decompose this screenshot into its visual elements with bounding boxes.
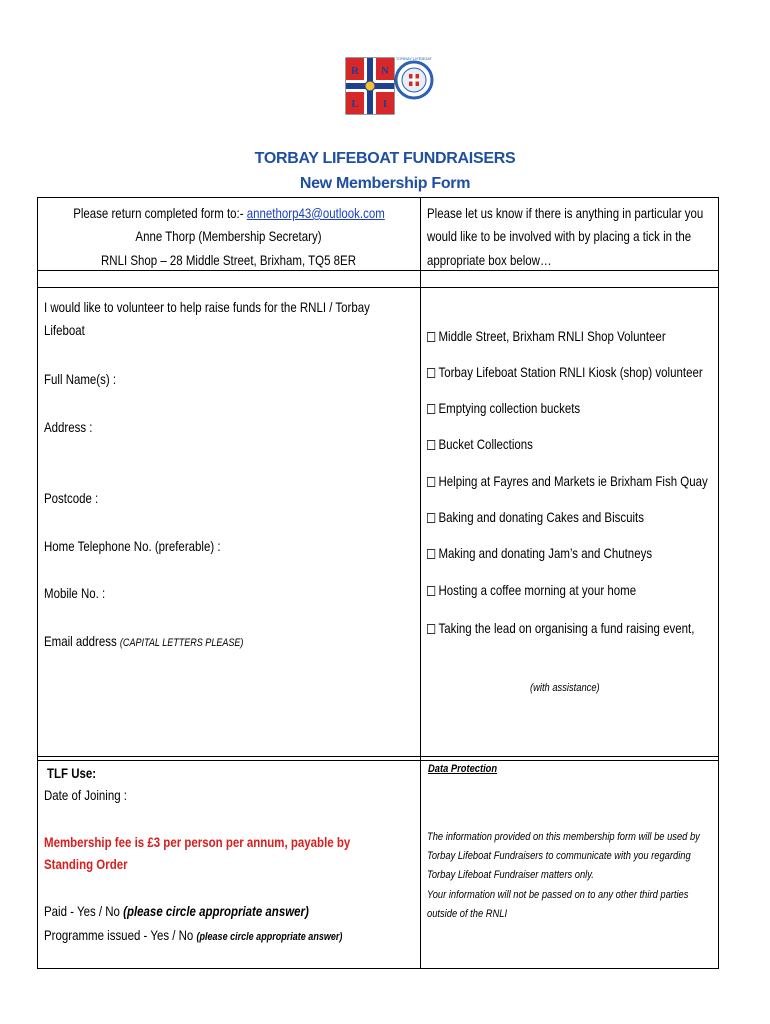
postcode-label: Postcode : <box>44 490 99 506</box>
option-jams-chutneys[interactable] <box>427 545 652 561</box>
email-capitals-note: (CAPITAL LETTERS PLEASE) <box>119 637 244 649</box>
membership-fee-line1: Membership fee is £3 per person per annum, payable by <box>44 834 351 850</box>
return-info-line1 <box>37 202 420 224</box>
torbay-lifeboat-ring-logo <box>394 50 434 110</box>
flag-letter-n: N <box>381 65 389 77</box>
data-protection-line2: Torbay Lifeboat Fundraisers to communicate with you regarding <box>427 850 691 862</box>
checkbox-icon[interactable] <box>427 477 435 487</box>
email-label-text: Email address <box>44 633 120 649</box>
flag-letter-r: R <box>351 65 359 77</box>
intro-line2: would like to be involved with by placing a tick in the <box>427 228 692 244</box>
programme-label: Programme issued - Yes / No <box>44 927 197 943</box>
checkbox-icon[interactable] <box>427 440 435 450</box>
row-divider-2 <box>37 287 719 288</box>
option-label: Emptying collection buckets <box>438 400 581 416</box>
option-label: Hosting a coffee morning at your home <box>438 582 637 598</box>
data-protection-line5: outside of the RNLI <box>427 908 508 920</box>
paid-label: Paid - Yes / No <box>44 903 124 919</box>
option-baking[interactable] <box>427 509 644 525</box>
checkbox-icon[interactable] <box>427 332 435 342</box>
full-name-label: Full Name(s) : <box>44 371 117 387</box>
return-info-line2: Anne Thorp (Membership Secretary) <box>135 228 322 244</box>
assistance-note: (with assistance) <box>530 682 600 694</box>
form-subtitle: New Membership Form <box>299 175 471 192</box>
intro-line3: appropriate box below… <box>427 252 552 268</box>
option-emptying-buckets[interactable] <box>427 400 580 416</box>
checkbox-icon[interactable] <box>427 586 435 596</box>
flag-letter-i: I <box>382 98 388 110</box>
tlf-use-heading: TLF Use: <box>47 765 97 781</box>
checkbox-icon[interactable] <box>427 624 435 634</box>
data-protection-line4: Your information will not be passed on to any other third parties <box>427 889 689 901</box>
secretary-email-link[interactable]: annethorp43@outlook.com <box>246 205 385 221</box>
paid-note: (please circle appropriate answer) <box>123 903 309 919</box>
option-label: Bucket Collections <box>438 436 533 452</box>
option-label: Making and donating Jam’s and Chutneys <box>438 545 653 561</box>
address-label: Address : <box>44 419 93 435</box>
programme-note: (please circle appropriate answer) <box>196 931 343 943</box>
data-protection-line3: Torbay Lifeboat Fundraiser matters only. <box>427 869 594 881</box>
option-label: Helping at Fayres and Markets ie Brixham Fish Quay <box>438 473 708 489</box>
date-of-joining-label: Date of Joining : <box>44 787 127 803</box>
option-lead-event[interactable] <box>427 620 694 636</box>
option-shop-volunteer[interactable] <box>427 328 666 344</box>
return-info-line3-wrap <box>37 249 420 271</box>
data-protection-line1: The information provided on this membership form will be used by <box>427 831 700 843</box>
option-fayres-markets[interactable] <box>427 473 708 489</box>
option-kiosk-volunteer[interactable] <box>427 364 703 380</box>
checkbox-icon[interactable] <box>427 404 435 414</box>
option-label: Torbay Lifeboat Station RNLI Kiosk (shop) volunteer <box>438 364 703 380</box>
option-label: Taking the lead on organising a fund raising event, <box>438 620 695 636</box>
option-label: Middle Street, Brixham RNLI Shop Volunteer <box>438 328 666 344</box>
row-divider-4 <box>37 760 719 761</box>
mobile-label: Mobile No. : <box>44 585 106 601</box>
email-address-label <box>44 630 243 654</box>
volunteer-line2: Lifeboat <box>44 322 85 338</box>
column-divider <box>420 197 421 969</box>
programme-line <box>44 924 342 948</box>
flag-letter-l: L <box>351 98 359 110</box>
paid-line <box>44 900 309 922</box>
option-bucket-collections[interactable] <box>427 436 533 452</box>
intro-line1: Please let us know if there is anything in particular you <box>427 205 704 221</box>
return-info-line3: RNLI Shop – 28 Middle Street, Brixham, TQ5 8ER <box>100 252 357 268</box>
volunteer-line1: I would like to volunteer to help raise funds for the RNLI / Torbay <box>44 299 370 315</box>
checkbox-icon[interactable] <box>427 368 435 378</box>
option-label: Baking and donating Cakes and Biscuits <box>438 509 644 525</box>
return-prefix: Please return completed form to:- <box>72 205 247 221</box>
option-coffee-morning[interactable] <box>427 582 636 598</box>
checkbox-icon[interactable] <box>427 513 435 523</box>
checkbox-icon[interactable] <box>427 549 435 559</box>
data-protection-heading: Data Protection <box>428 763 498 775</box>
form-title: TORBAY LIFEBOAT FUNDRAISERS <box>254 150 516 167</box>
rnli-flag-logo <box>344 56 396 116</box>
ring-logo-text: TORBAY LIFEBOAT <box>395 56 433 61</box>
home-telephone-label: Home Telephone No. (preferable) : <box>44 538 221 554</box>
row-divider-3 <box>37 756 719 757</box>
membership-fee-line2: Standing Order <box>44 856 128 872</box>
return-info-line2-wrap <box>37 225 420 247</box>
